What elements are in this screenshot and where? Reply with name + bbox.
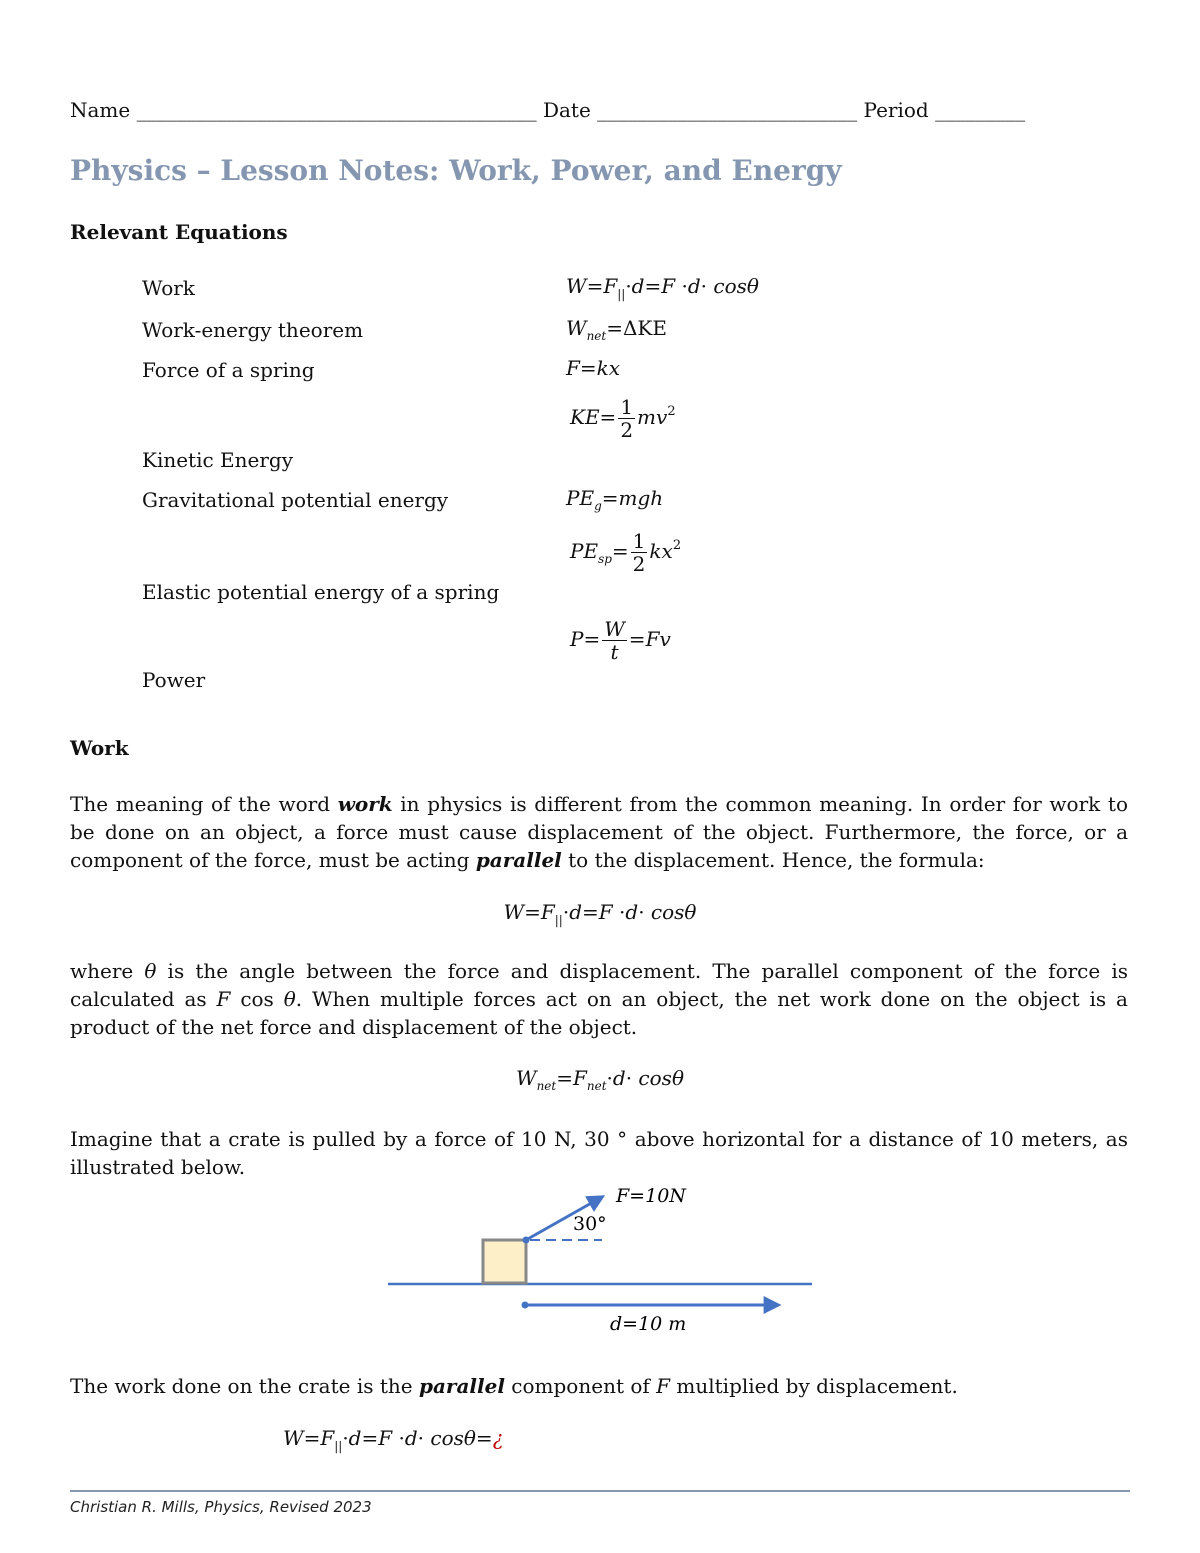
label-work-energy-theorem: Work-energy theorem bbox=[142, 318, 364, 342]
eq-net-work: $W_{net}=F_{net}\cdot d\cdot \cos\theta$ bbox=[516, 1066, 684, 1093]
work-paragraph-4: The work done on the crate is the parallel component of F multiplied by displacement. bbox=[70, 1374, 958, 1398]
eq-power: P= $\frac{W}{t}$ =Fv bbox=[570, 617, 671, 664]
footer-rule bbox=[70, 1490, 1130, 1492]
relevant-equations-heading: Relevant Equations bbox=[70, 220, 288, 244]
answer-blank[interactable]: ¿ bbox=[492, 1426, 504, 1450]
label-force-spring: Force of a spring bbox=[142, 358, 315, 382]
work-paragraph-3: Imagine that a crate is pulled by a force of 10 N, 30 ° above horizontal for a distance of 10 meters, as illustrated below. bbox=[70, 1127, 1128, 1179]
label-power: Power bbox=[142, 668, 206, 692]
eq-gravitational-pe: $PE_g=mgh$ bbox=[566, 486, 664, 513]
crate-diagram bbox=[380, 1178, 820, 1348]
work-heading: Work bbox=[70, 736, 129, 760]
angle-label: 30° bbox=[573, 1213, 607, 1235]
eq-kinetic-energy: KE= $\frac{1}{2}$ $mv^2$ bbox=[570, 395, 676, 442]
crate bbox=[483, 1240, 526, 1283]
eq-work-energy: $W_{net}=\Delta KE$ bbox=[566, 316, 667, 343]
eq-work-centered: $W=F_{||}\cdot d=F \cdot d\cdot \cos\theta$ bbox=[503, 900, 697, 927]
eq-elastic-pe: $PE_{sp}=$ $\frac{1}{2}$ $kx^2$ bbox=[570, 529, 682, 576]
label-elastic-pe: Elastic potential energy of a spring bbox=[142, 580, 500, 604]
eq-spring-force: F=kx bbox=[566, 356, 621, 380]
work-paragraph-1: The meaning of the word work in physics is different from the common meaning. In order for work to be done on an object, a force must cause displacement of the object. Furthermore, the force, or a component of the force, must be acting parallel to the displacement. Hence, the formula: bbox=[70, 792, 1128, 872]
label-gravitational-pe: Gravitational potential energy bbox=[142, 488, 449, 512]
eq-work-answer: $W=F_{||}\cdot d=F \cdot d\cdot$ cosθ=¿ bbox=[283, 1426, 504, 1453]
header-line bbox=[70, 98, 1025, 122]
distance-label: d=10 m bbox=[610, 1313, 687, 1335]
footer: Christian R. Mills, Physics, Revised 2023 bbox=[70, 1498, 372, 1516]
page-title: Physics – Lesson Notes: Work, Power, and Energy bbox=[70, 154, 842, 187]
date-field[interactable]: Date __________________________ bbox=[542, 98, 858, 122]
label-kinetic-energy: Kinetic Energy bbox=[142, 448, 294, 472]
period-field[interactable]: Period _________ bbox=[863, 98, 1026, 122]
label-work: Work bbox=[142, 276, 195, 300]
force-label: F=10N bbox=[616, 1185, 686, 1207]
name-field[interactable]: Name ________________________________________ bbox=[70, 98, 537, 122]
eq-work: $W=F_{||}\cdot d=F \cdot d\cdot \cos\theta$ bbox=[566, 274, 759, 301]
work-paragraph-2: where θ is the angle between the force and displacement. The parallel component of the force is calculated as F cos θ. When multiple forces act on an object, the net work done on the object is a product of the net force and displacement of the object. bbox=[70, 959, 1128, 1039]
